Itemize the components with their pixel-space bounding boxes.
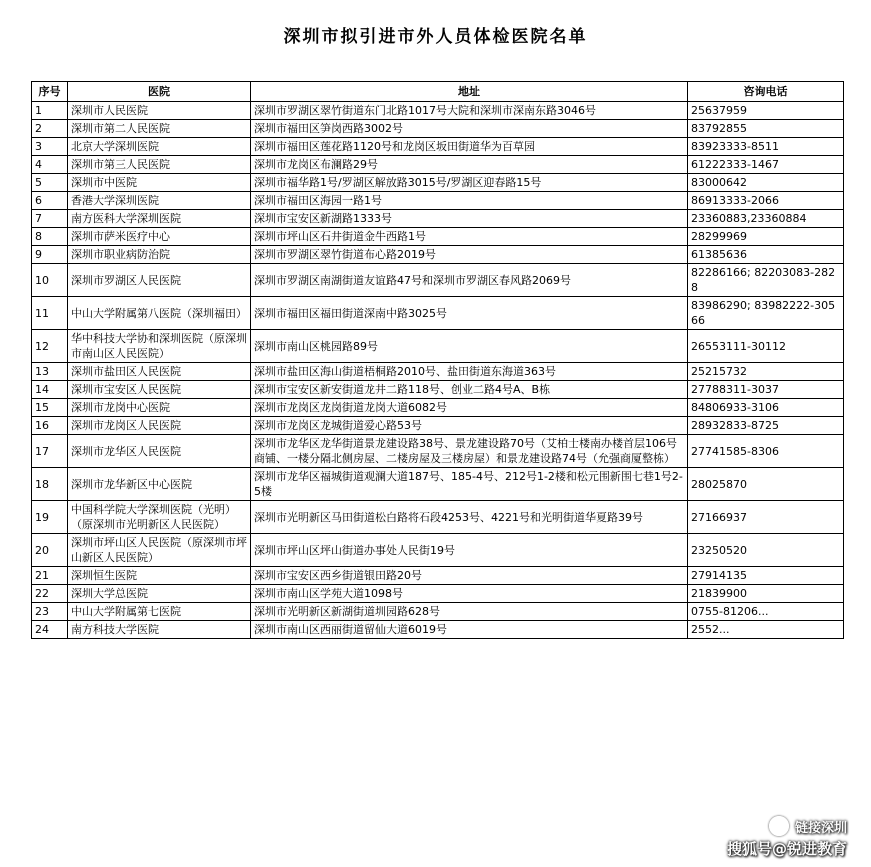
row-number: 10 <box>32 264 68 297</box>
hospital-address: 深圳市宝安区新安街道龙井二路118号、创业二路4号A、B栋 <box>251 381 688 399</box>
hospital-name: 深圳市龙华区人民医院 <box>68 435 251 468</box>
hospital-phone: 84806933-3106 <box>688 399 844 417</box>
hospital-name: 深圳市宝安区人民医院 <box>68 381 251 399</box>
header-no: 序号 <box>32 82 68 102</box>
row-number: 5 <box>32 174 68 192</box>
row-number: 8 <box>32 228 68 246</box>
hospital-name: 深圳市盐田区人民医院 <box>68 363 251 381</box>
row-number: 1 <box>32 102 68 120</box>
hospital-phone: 27914135 <box>688 567 844 585</box>
row-number: 3 <box>32 138 68 156</box>
hospital-name: 华中科技大学协和深圳医院（原深圳市南山区人民医院） <box>68 330 251 363</box>
hospital-address: 深圳市福田区福田街道深南中路3025号 <box>251 297 688 330</box>
row-number: 20 <box>32 534 68 567</box>
hospital-name: 深圳市坪山区人民医院（原深圳市坪山新区人民医院） <box>68 534 251 567</box>
hospital-address: 深圳市南山区西丽街道留仙大道6019号 <box>251 621 688 639</box>
hospital-address: 深圳市龙华区龙华街道景龙建设路38号、景龙建设路70号（艾柏士楼南办楼首层106号商铺、一楼分隔北侧房屋、二楼房屋及三楼房屋）和景龙建设路74号（允强商厦整栋） <box>251 435 688 468</box>
hospital-address: 深圳市宝安区西乡街道银田路20号 <box>251 567 688 585</box>
table-body <box>32 102 844 639</box>
hospital-name: 深圳市萨米医疗中心 <box>68 228 251 246</box>
hospital-name: 深圳市人民医院 <box>68 102 251 120</box>
table-row <box>32 585 844 603</box>
hospital-phone: 25215732 <box>688 363 844 381</box>
hospital-address: 深圳市福田区莲花路1120号和龙岗区坂田街道华为百草园 <box>251 138 688 156</box>
row-number: 17 <box>32 435 68 468</box>
hospital-address: 深圳市罗湖区南湖街道友谊路47号和深圳市罗湖区春风路2069号 <box>251 264 688 297</box>
document-title: 深圳市拟引进市外人员体检医院名单 <box>283 27 588 47</box>
row-number: 21 <box>32 567 68 585</box>
hospital-address: 深圳市光明新区马田街道松白路将石段4253号、4221号和光明街道华夏路39号 <box>251 501 688 534</box>
hospital-address: 深圳市龙岗区龙岗街道龙岗大道6082号 <box>251 399 688 417</box>
table-row <box>32 381 844 399</box>
hospital-name: 深圳大学总医院 <box>68 585 251 603</box>
hospital-phone: 83986290; 83982222-30566 <box>688 297 844 330</box>
row-number: 24 <box>32 621 68 639</box>
row-number: 6 <box>32 192 68 210</box>
hospital-name: 中山大学附属第七医院 <box>68 603 251 621</box>
hospital-address: 深圳市福田区笋岗西路3002号 <box>251 120 688 138</box>
hospital-name: 香港大学深圳医院 <box>68 192 251 210</box>
hospital-name: 深圳市龙岗中心医院 <box>68 399 251 417</box>
hospital-address: 深圳市南山区学苑大道1098号 <box>251 585 688 603</box>
hospital-name: 深圳市第三人民医院 <box>68 156 251 174</box>
hospital-address: 深圳市光明新区新湖街道圳园路628号 <box>251 603 688 621</box>
hospital-address: 深圳市南山区桃园路89号 <box>251 330 688 363</box>
hospital-name: 深圳市龙华新区中心医院 <box>68 468 251 501</box>
hospital-phone: 27166937 <box>688 501 844 534</box>
row-number: 12 <box>32 330 68 363</box>
hospital-phone: 21839900 <box>688 585 844 603</box>
hospital-address: 深圳市龙华区福城街道观澜大道187号、185-4号、212号1-2楼和松元围新围七巷1号2-5楼 <box>251 468 688 501</box>
hospital-phone: 23360883,23360884 <box>688 210 844 228</box>
hospital-phone: 27788311-3037 <box>688 381 844 399</box>
header-hospital: 医院 <box>68 82 251 102</box>
hospital-name: 深圳恒生医院 <box>68 567 251 585</box>
table-row <box>32 120 844 138</box>
hospital-address: 深圳市福田区海园一路1号 <box>251 192 688 210</box>
table-row <box>32 417 844 435</box>
hospital-phone: 28932833-8725 <box>688 417 844 435</box>
watermark <box>727 816 847 859</box>
table-row <box>32 156 844 174</box>
hospital-address: 深圳市龙岗区布澜路29号 <box>251 156 688 174</box>
header-phone: 咨询电话 <box>688 82 844 102</box>
hospital-name: 深圳市罗湖区人民医院 <box>68 264 251 297</box>
table-row <box>32 297 844 330</box>
row-number: 18 <box>32 468 68 501</box>
hospital-name: 深圳市中医院 <box>68 174 251 192</box>
row-number: 23 <box>32 603 68 621</box>
hospital-name: 南方科技大学医院 <box>68 621 251 639</box>
table-row <box>32 192 844 210</box>
row-number: 13 <box>32 363 68 381</box>
hospital-address: 深圳市盐田区海山街道梧桐路2010号、盐田街道东海道363号 <box>251 363 688 381</box>
table-row <box>32 363 844 381</box>
hospital-phone: 28025870 <box>688 468 844 501</box>
hospital-address: 深圳市罗湖区翠竹街道东门北路1017号大院和深圳市深南东路3046号 <box>251 102 688 120</box>
hospital-phone: 26553111-30112 <box>688 330 844 363</box>
table-row <box>32 102 844 120</box>
table-row <box>32 603 844 621</box>
hospital-phone: 2552... <box>688 621 844 639</box>
table-row <box>32 330 844 363</box>
row-number: 16 <box>32 417 68 435</box>
row-number: 4 <box>32 156 68 174</box>
hospital-address: 深圳市龙岗区龙城街道爱心路53号 <box>251 417 688 435</box>
row-number: 9 <box>32 246 68 264</box>
hospital-address: 深圳市坪山区石井街道金牛西路1号 <box>251 228 688 246</box>
hospital-name: 深圳市龙岗区人民医院 <box>68 417 251 435</box>
row-number: 19 <box>32 501 68 534</box>
hospital-table <box>31 81 844 639</box>
table-row <box>32 210 844 228</box>
watermark-line1: 链接深圳 <box>794 820 847 836</box>
hospital-name: 中国科学院大学深圳医院（光明）（原深圳市光明新区人民医院） <box>68 501 251 534</box>
hospital-phone: 86913333-2066 <box>688 192 844 210</box>
hospital-address: 深圳市罗湖区翠竹街道布心路2019号 <box>251 246 688 264</box>
hospital-name: 深圳市第二人民医院 <box>68 120 251 138</box>
row-number: 7 <box>32 210 68 228</box>
row-number: 15 <box>32 399 68 417</box>
table-row <box>32 228 844 246</box>
hospital-address: 深圳市福华路1号/罗湖区解放路3015号/罗湖区迎春路15号 <box>251 174 688 192</box>
hospital-phone: 0755-81206... <box>688 603 844 621</box>
hospital-phone: 25637959 <box>688 102 844 120</box>
table-row <box>32 435 844 468</box>
table-row <box>32 174 844 192</box>
hospital-phone: 82286166; 82203083-2828 <box>688 264 844 297</box>
hospital-phone: 61222333-1467 <box>688 156 844 174</box>
row-number: 2 <box>32 120 68 138</box>
table-row <box>32 264 844 297</box>
table-row <box>32 621 844 639</box>
hospital-name: 深圳市职业病防治院 <box>68 246 251 264</box>
hospital-phone: 61385636 <box>688 246 844 264</box>
hospital-phone: 23250520 <box>688 534 844 567</box>
hospital-name: 中山大学附属第八医院（深圳福田） <box>68 297 251 330</box>
hospital-address: 深圳市坪山区坪山街道办事处人民街19号 <box>251 534 688 567</box>
row-number: 22 <box>32 585 68 603</box>
row-number: 11 <box>32 297 68 330</box>
table-row <box>32 567 844 585</box>
hospital-phone: 83923333-8511 <box>688 138 844 156</box>
header-address: 地址 <box>251 82 688 102</box>
hospital-phone: 27741585-8306 <box>688 435 844 468</box>
row-number: 14 <box>32 381 68 399</box>
hospital-phone: 83792855 <box>688 120 844 138</box>
hospital-phone: 28299969 <box>688 228 844 246</box>
hospital-name: 北京大学深圳医院 <box>68 138 251 156</box>
hospital-name: 南方医科大学深圳医院 <box>68 210 251 228</box>
table-row <box>32 246 844 264</box>
watermark-top <box>769 816 847 836</box>
table-row <box>32 534 844 567</box>
watermark-line2: 搜狐号@锐进教育 <box>726 840 847 858</box>
hospital-address: 深圳市宝安区新湖路1333号 <box>251 210 688 228</box>
table-row <box>32 468 844 501</box>
hospital-phone: 83000642 <box>688 174 844 192</box>
wechat-icon <box>769 816 789 836</box>
table-row <box>32 138 844 156</box>
table-row <box>32 399 844 417</box>
table-row <box>32 501 844 534</box>
table-header-row <box>32 82 844 102</box>
